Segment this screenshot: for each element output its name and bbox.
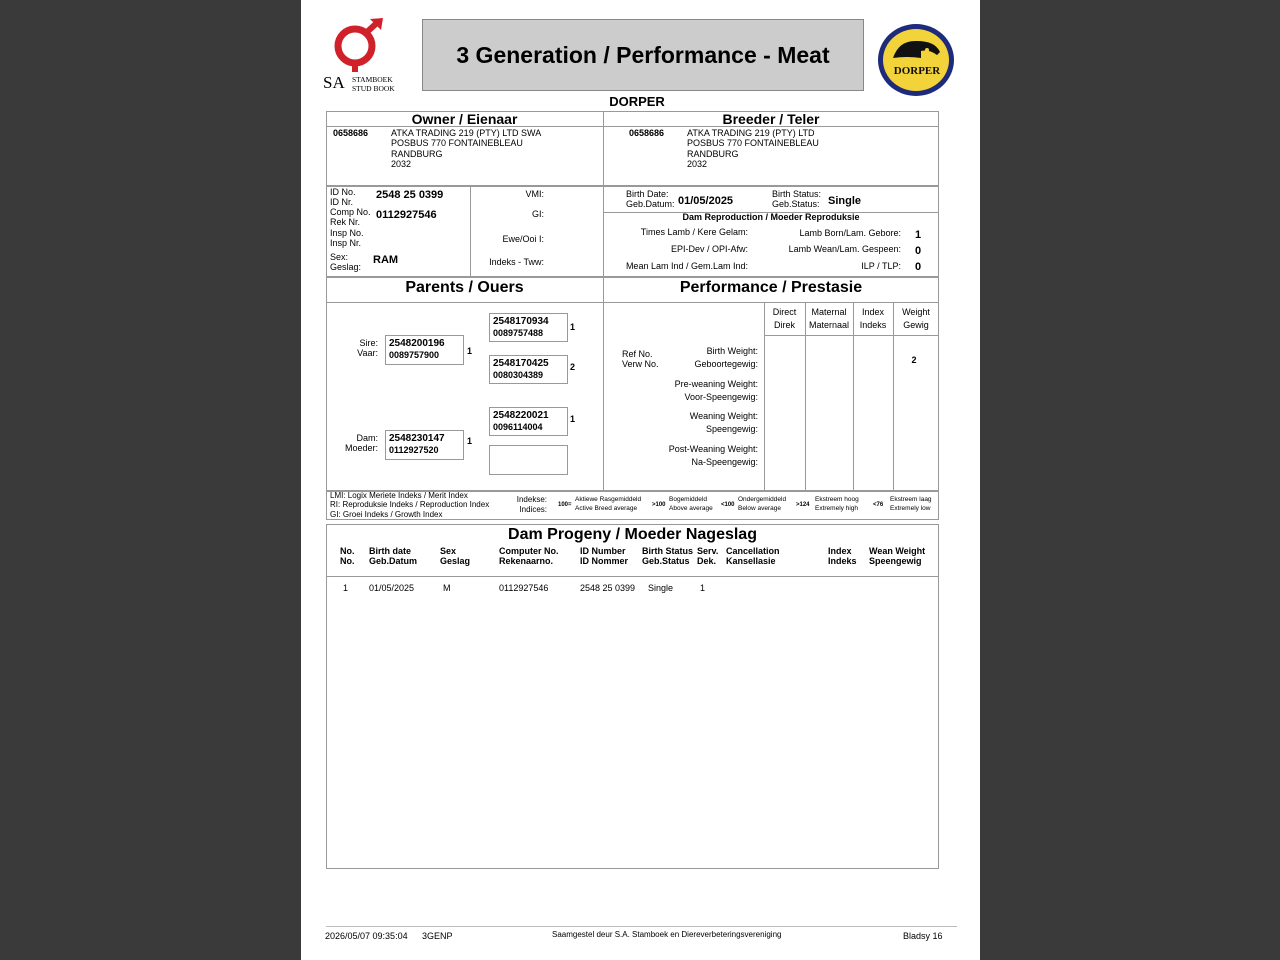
- legend-key-gt100: >100: [652, 502, 666, 508]
- legend-gi: GI: Groei Indeks / Growth Index: [330, 510, 443, 519]
- progeny-heading: Dam Progeny / Moeder Nageslag: [508, 526, 757, 543]
- col-sex: Sex Geslag: [440, 546, 471, 567]
- dam-sire-id: 2548220021: [493, 410, 549, 421]
- dam-count: 1: [467, 436, 473, 446]
- lamb-wean-value: 0: [915, 245, 922, 257]
- legend-key-100: 100=: [558, 502, 572, 508]
- sa-studbook-logo: [323, 18, 399, 94]
- dam-comp: 0112927520: [389, 445, 439, 455]
- sire-sire-count: 1: [570, 322, 576, 332]
- document-page: [301, 0, 980, 960]
- footer-page: Bladsy 16: [903, 931, 943, 941]
- birth-date-label: Birth Date: Geb.Datum:: [626, 189, 675, 210]
- title-box: [422, 19, 864, 91]
- col-index: Index Indeks: [828, 546, 857, 567]
- insp-label: Insp No. Insp Nr.: [330, 228, 364, 249]
- performance-heading: Performance / Prestasie: [679, 279, 863, 296]
- legend-desc-gt124: Ekstreem hoog Extremely high: [815, 496, 859, 512]
- footer-compiled: Saamgestel deur S.A. Stamboek en Diereverbeteringsvereniging: [552, 930, 782, 939]
- mean-lam-label: Mean Lam Ind / Gem.Lam Ind:: [625, 261, 748, 271]
- sire-dam-comp: 0080304389: [493, 370, 544, 380]
- legend-key-gt124: >124: [796, 502, 810, 508]
- row-birth-status: Single: [648, 583, 674, 593]
- dam-label: Dam: Moeder:: [344, 433, 378, 454]
- row-sex: M: [443, 583, 451, 593]
- indeks-label: Indeks - Tww:: [489, 257, 544, 267]
- ilp-label: ILP / TLP:: [861, 261, 901, 271]
- legend-ri: RI: Reproduksie Indeks / Reproduction Index: [330, 500, 490, 509]
- sire-sire-id: 2548170934: [493, 316, 549, 327]
- legend-key-lt100: <100: [721, 502, 735, 508]
- col-direct: Direct Direk: [772, 307, 797, 330]
- birth-date-value: 01/05/2025: [678, 195, 734, 207]
- legend-indekse: Indekse: Indices:: [516, 495, 547, 514]
- lamb-wean-label: Lamb Wean/Lam. Gespeen:: [788, 244, 901, 254]
- lamb-born-value: 1: [915, 229, 922, 241]
- legend-key-lt76: <76: [873, 502, 884, 508]
- dam-sire-comp: 0096114004: [493, 422, 543, 432]
- times-lamb-label: Times Lamb / Kere Gelam:: [640, 227, 748, 237]
- logo-sa-text: SA: [323, 73, 345, 92]
- col-birth-status: Birth Status Geb.Status: [642, 546, 694, 567]
- dam-sire-count: 1: [570, 414, 576, 424]
- preweaning-label: Pre-weaning Weight: Voor-Speengewig:: [674, 379, 758, 402]
- birth-status-label: Birth Status: Geb.Status:: [772, 189, 822, 210]
- page-title: 3 Generation / Performance - Meat: [456, 41, 830, 68]
- sire-comp: 0089757900: [389, 350, 440, 360]
- dorper-emblem-icon: [877, 22, 957, 98]
- birth-weight-value: 2: [911, 355, 917, 365]
- col-no: No. No.: [340, 546, 355, 567]
- sire-dam-id: 2548170425: [493, 358, 549, 369]
- dorper-logo: [877, 22, 957, 98]
- vmi-label: VMI:: [525, 189, 544, 199]
- row-birth-date: 01/05/2025: [369, 583, 415, 593]
- footer-code: 3GENP: [422, 931, 453, 941]
- gi-label: GI:: [531, 209, 544, 219]
- col-id-number: ID Number ID Nommer: [580, 546, 629, 567]
- weaning-label: Weaning Weight: Speengewig:: [689, 411, 758, 434]
- sex-value: RAM: [373, 254, 399, 266]
- legend-desc-100: Aktiewe Rasgemiddeld Active Breed average: [575, 496, 642, 512]
- dorper-logo-text: DORPER: [893, 65, 941, 77]
- owner-heading: Owner / Eienaar: [411, 111, 518, 127]
- sex-label: Sex: Geslag:: [330, 252, 362, 273]
- row-serv: 1: [700, 583, 706, 593]
- comp-value: 0112927546: [376, 209, 437, 221]
- legend-desc-lt100: Ondergemiddeld Below average: [738, 496, 787, 512]
- logo-subtext: [352, 75, 395, 93]
- birth-weight-label: Birth Weight: Geboortegewig:: [694, 346, 758, 369]
- id-value: 2548 25 0399: [376, 189, 444, 201]
- col-computer-no: Computer No. Rekenaarno.: [499, 546, 559, 567]
- sire-sire-comp: 0089757488: [493, 328, 544, 338]
- col-birth-date: Birth date Geb.Datum: [369, 546, 418, 567]
- comp-label: Comp No. Rek Nr.: [330, 207, 371, 228]
- sire-label: Sire: Vaar:: [357, 338, 378, 359]
- sire-count: 1: [467, 346, 473, 356]
- lamb-born-label: Lamb Born/Lam. Gebore:: [799, 228, 901, 238]
- studbook-symbol-icon: [323, 18, 399, 72]
- col-serv: Serv. Dek.: [697, 546, 719, 567]
- birth-status-value: Single: [828, 195, 862, 207]
- ilp-value: 0: [915, 261, 922, 273]
- col-cancellation: Cancellation Kansellasie: [726, 546, 780, 567]
- postweaning-label: Post-Weaning Weight: Na-Speengewig:: [668, 444, 758, 467]
- owner-address: ATKA TRADING 219 (PTY) LTD SWA POSBUS 770 FONTAINEBLEAU RANDBURG 2032: [391, 128, 542, 170]
- row-no: 1: [343, 583, 349, 593]
- id-label: ID No. ID Nr.: [330, 187, 356, 208]
- dam-sire-box: [489, 407, 568, 436]
- epi-label: EPI-Dev / OPI-Afw:: [670, 244, 748, 254]
- legend-desc-gt100: Bogemiddeld Above average: [669, 496, 713, 512]
- footer-timestamp: 2026/05/07 09:35:04: [325, 931, 408, 941]
- dam-box: [385, 430, 464, 460]
- row-computer-no: 0112927546: [499, 583, 549, 593]
- logo-line1: STAMBOEK: [352, 75, 393, 84]
- sire-dam-count: 2: [570, 362, 576, 372]
- logo-line2: STUD BOOK: [352, 84, 395, 93]
- sire-dam-box: [489, 355, 568, 384]
- col-maternal: Maternal Maternaal: [808, 307, 850, 330]
- col-wean-weight: Wean Weight Speengewig: [869, 546, 926, 567]
- ewe-label: Ewe/Ooi I:: [502, 234, 544, 244]
- breeder-code: 0658686: [629, 128, 665, 138]
- breeder-heading: Breeder / Teler: [722, 111, 820, 127]
- legend-desc-lt76: Ekstreem laag Extremely low: [890, 496, 932, 512]
- parents-heading: Parents / Ouers: [405, 279, 524, 296]
- dam-dam-box: [489, 445, 568, 475]
- sire-id: 2548200196: [389, 338, 445, 349]
- legend-lmi: LMI: Logix Meriete Indeks / Merit Index: [330, 491, 468, 500]
- sire-sire-box: [489, 313, 568, 342]
- row-id-number: 2548 25 0399: [580, 583, 636, 593]
- sire-box: [385, 335, 464, 365]
- owner-code: 0658686: [333, 128, 369, 138]
- ref-no-label: Ref No. Verw No.: [622, 349, 659, 370]
- breed-label: DORPER: [609, 94, 665, 109]
- dam-repro-heading: Dam Reproduction / Moeder Reproduksie: [682, 212, 860, 222]
- dam-id: 2548230147: [389, 433, 445, 444]
- col-index: Index Indeks: [859, 307, 887, 330]
- col-weight: Weight Gewig: [902, 307, 930, 330]
- breeder-address: ATKA TRADING 219 (PTY) LTD POSBUS 770 FONTAINEBLEAU RANDBURG 2032: [687, 128, 819, 170]
